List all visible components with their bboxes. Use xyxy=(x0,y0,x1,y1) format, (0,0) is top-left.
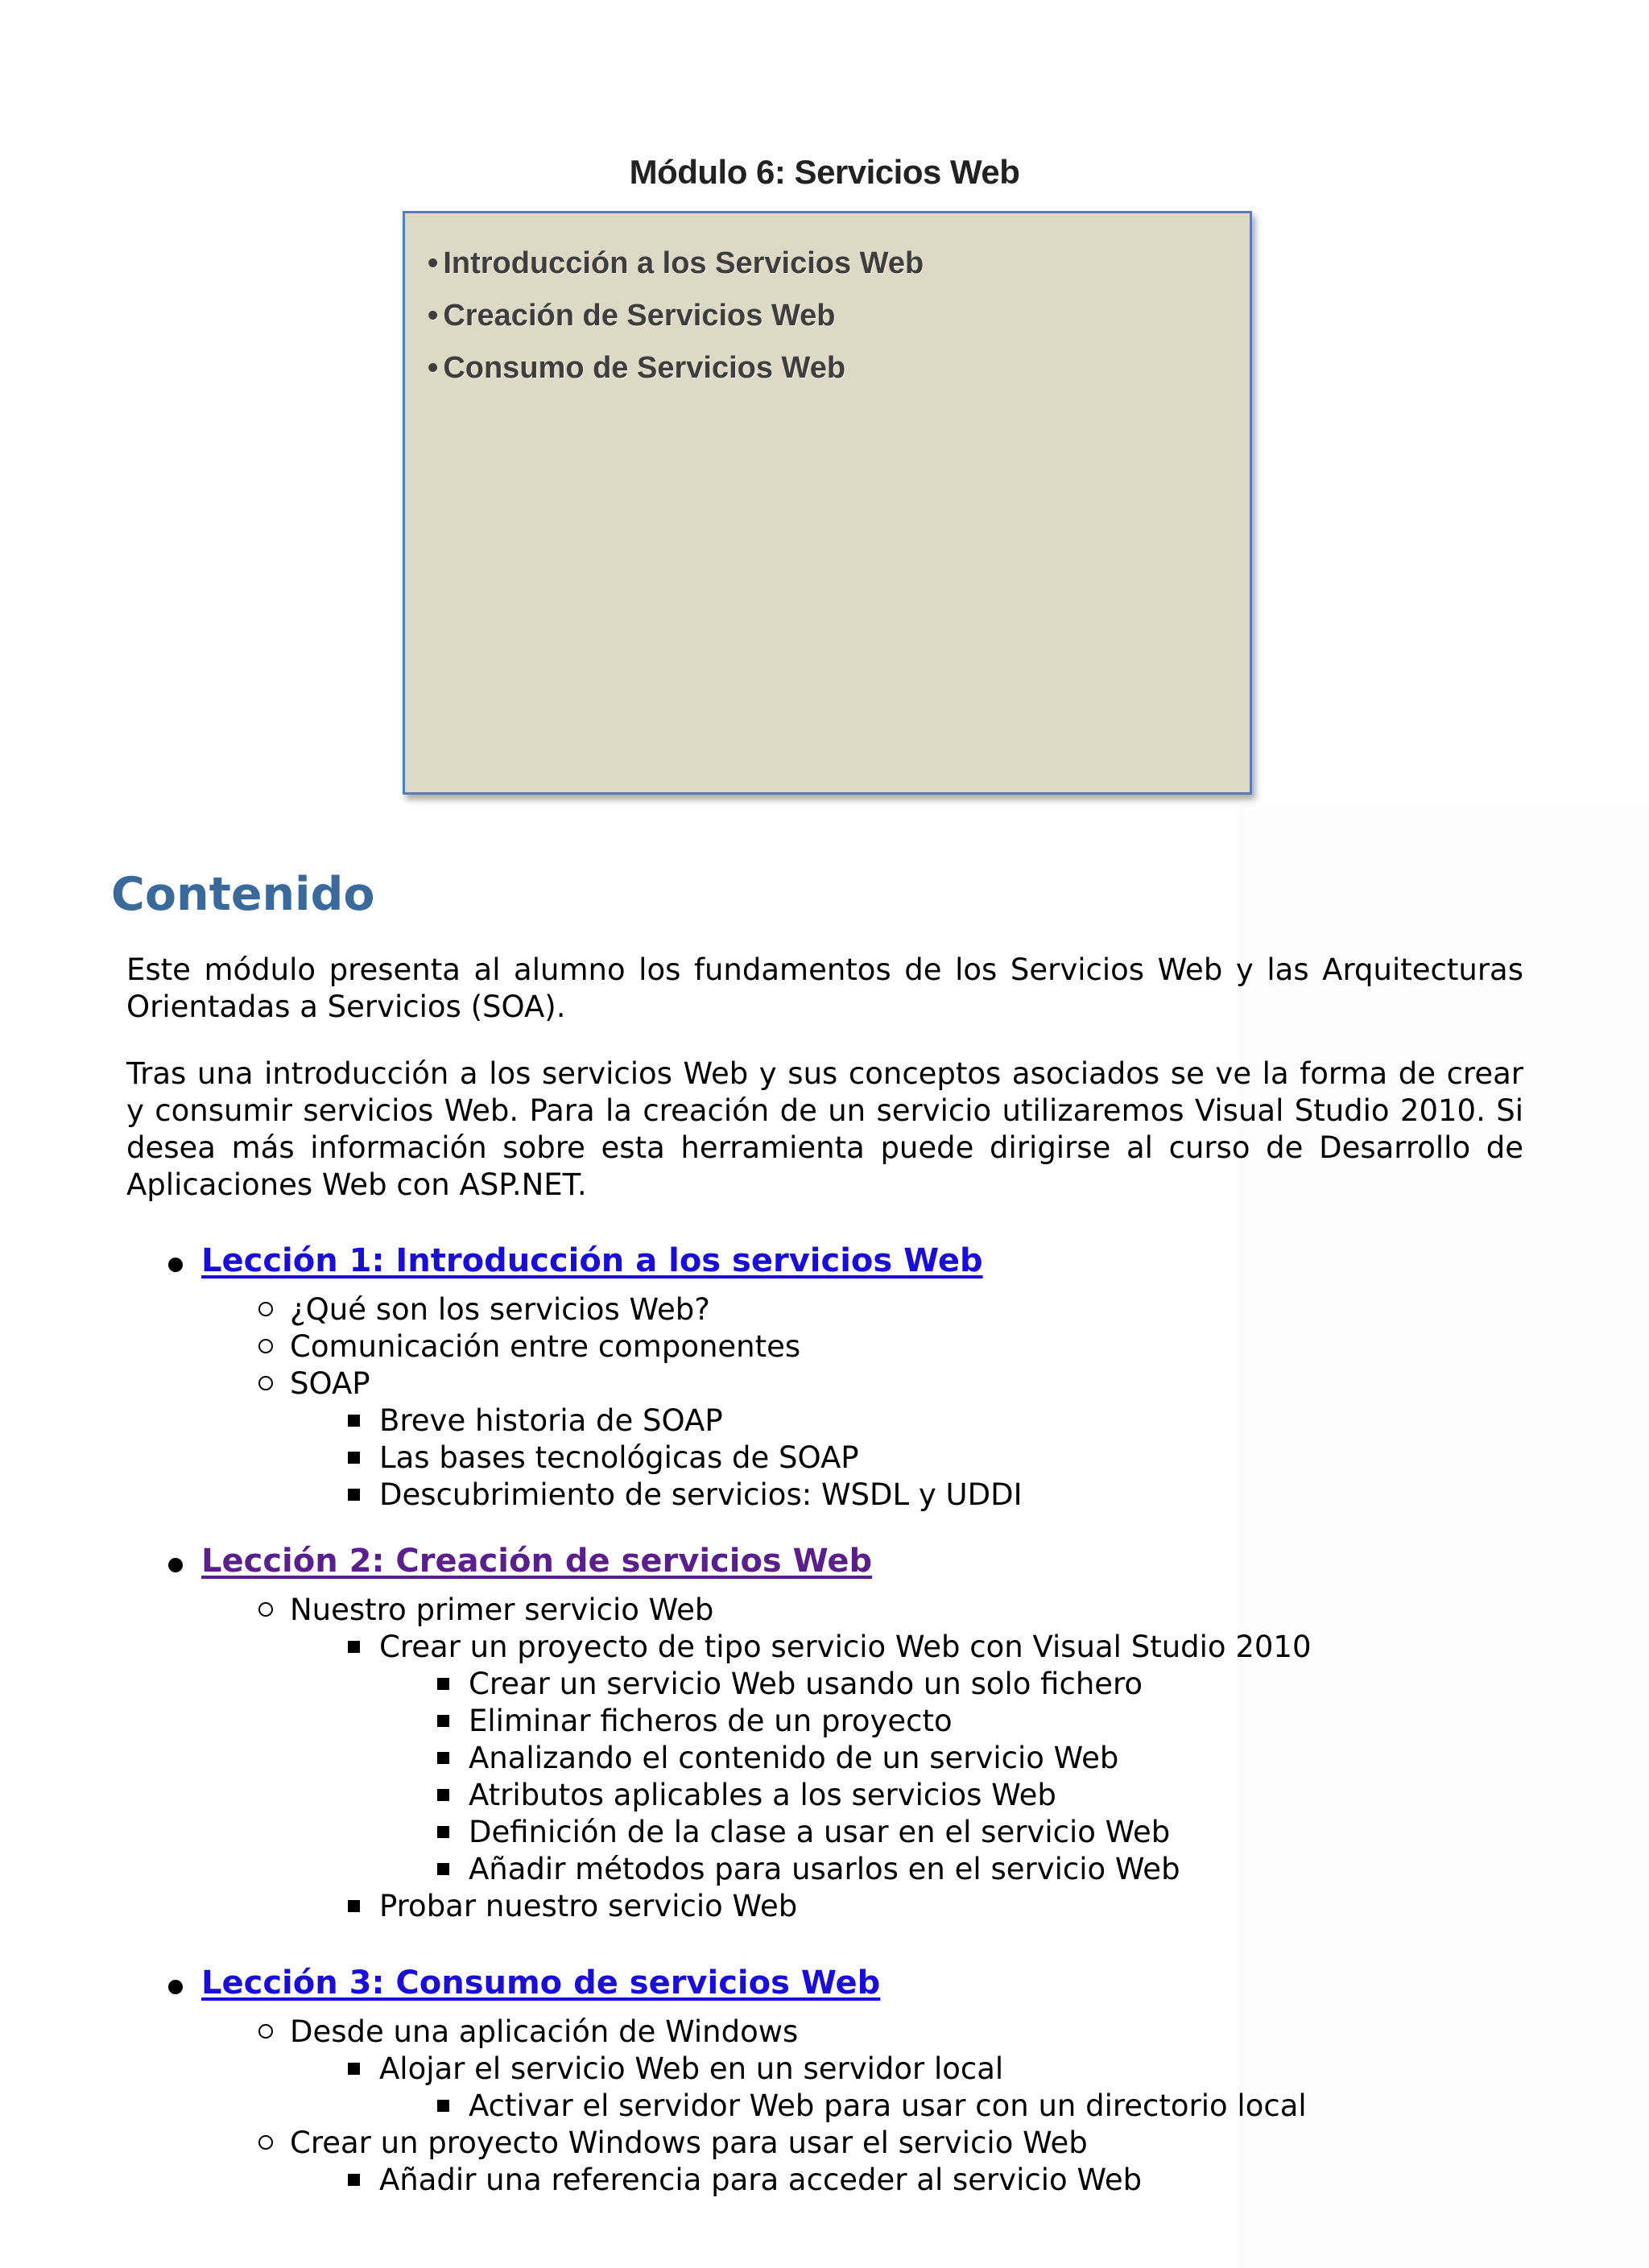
list-item: Nuestro primer servicio Web xyxy=(290,1593,714,1627)
lesson-3-link[interactable]: Lección 3: Consumo de servicios Web xyxy=(201,1964,881,2002)
disc-bullet-icon xyxy=(168,1258,183,1272)
circle-bullet-icon xyxy=(258,1302,273,1316)
list-item: Probar nuestro servicio Web xyxy=(379,1889,798,1923)
lesson-2-link[interactable]: Lección 2: Creación de servicios Web xyxy=(201,1543,873,1580)
circle-bullet-icon xyxy=(258,1376,273,1390)
list-item: Alojar el servicio Web en un servidor local xyxy=(379,2051,1004,2086)
list-item: Breve historia de SOAP xyxy=(379,1403,723,1438)
slide-image xyxy=(403,211,1252,795)
square-bullet-icon xyxy=(348,2174,360,2186)
slide-bullet-list xyxy=(428,238,924,395)
square-bullet-icon xyxy=(348,1489,360,1501)
square-bullet-icon xyxy=(348,1641,360,1653)
square-bullet-icon xyxy=(437,1789,449,1801)
slide-bullet-item: • Consumo de Servicios Web xyxy=(428,342,924,395)
slide-title: Módulo 6: Servicios Web xyxy=(629,153,1020,191)
square-bullet-icon xyxy=(437,2100,449,2112)
list-item: Comunicación entre componentes xyxy=(290,1329,801,1364)
square-bullet-icon xyxy=(437,1715,449,1727)
slide-bullet-item: • Creación de Servicios Web xyxy=(428,290,924,342)
list-item: Las bases tecnológicas de SOAP xyxy=(379,1440,859,1475)
intro-paragraph: Este módulo presenta al alumno los fundamentos de los Servicios Web y las Arquitecturas Orientadas a Servicios (SOA). xyxy=(126,952,1523,1024)
square-bullet-icon xyxy=(348,1415,360,1427)
square-bullet-icon xyxy=(437,1678,449,1690)
section-heading: Contenido xyxy=(111,868,375,921)
circle-bullet-icon xyxy=(258,1602,273,1617)
circle-bullet-icon xyxy=(258,1339,273,1353)
list-item: ¿Qué son los servicios Web? xyxy=(290,1292,710,1327)
list-item: Añadir métodos para usarlos en el servicio Web xyxy=(469,1852,1180,1886)
lesson-1-link[interactable]: Lección 1: Introducción a los servicios Web xyxy=(201,1242,983,1279)
list-item: Analizando el contenido de un servicio Web xyxy=(469,1741,1119,1775)
list-item: Crear un proyecto Windows para usar el servicio Web xyxy=(290,2125,1088,2160)
disc-bullet-icon xyxy=(168,1980,183,1994)
circle-bullet-icon xyxy=(258,2135,273,2150)
list-item: Descubrimiento de servicios: WSDL y UDDI xyxy=(379,1477,1023,1512)
list-item: Desde una aplicación de Windows xyxy=(290,2014,799,2049)
square-bullet-icon xyxy=(437,1826,449,1838)
circle-bullet-icon xyxy=(258,2024,273,2039)
list-item: Activar el servidor Web para usar con un directorio local xyxy=(469,2088,1307,2123)
square-bullet-icon xyxy=(348,1900,360,1912)
list-item: Añadir una referencia para acceder al servicio Web xyxy=(379,2163,1143,2197)
disc-bullet-icon xyxy=(168,1558,183,1572)
description-paragraph: Tras una introducción a los servicios Web y sus conceptos asociados se ve la forma de crear y consumir servicios Web. Para la creación de un servicio utilizaremos Visual Studio 2010. Si desea más información sobre esta herramienta puede dirigirse al curso de Desarrollo de Aplicaciones Web con ASP.NET. xyxy=(126,1056,1523,1202)
slide-bullet-item: • Introducción a los Servicios Web xyxy=(428,238,924,290)
list-item: Definición de la clase a usar en el servicio Web xyxy=(469,1815,1171,1849)
list-item: Crear un servicio Web usando un solo fichero xyxy=(469,1667,1143,1701)
list-item: Atributos aplicables a los servicios Web xyxy=(469,1778,1056,1812)
list-item: Crear un proyecto de tipo servicio Web con Visual Studio 2010 xyxy=(379,1630,1312,1664)
list-item: Eliminar ficheros de un proyecto xyxy=(469,1704,953,1738)
square-bullet-icon xyxy=(348,1452,360,1464)
square-bullet-icon xyxy=(437,1863,449,1875)
list-item: SOAP xyxy=(290,1366,370,1401)
square-bullet-icon xyxy=(348,2063,360,2075)
square-bullet-icon xyxy=(437,1752,449,1764)
